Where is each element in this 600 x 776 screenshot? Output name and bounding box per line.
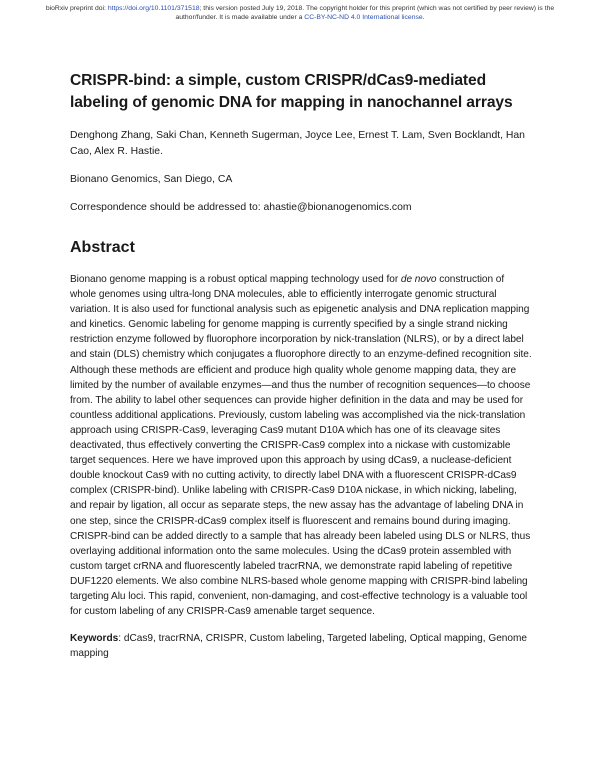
abstract-italic-term: de novo [400,274,437,285]
preprint-suffix: . [422,14,425,21]
keywords-list: : dCas9, tracrRNA, CRISPR, Custom labeling, Targeted labeling, Optical mapping, Genome mapping [70,633,528,660]
abstract-text [70,272,532,619]
author-list: Denghong Zhang, Saki Chan, Kenneth Sugerman, Joyce Lee, Ernest T. Lam, Sven Bocklandt, Han Cao, Alex R. Hastie. [70,130,525,157]
preprint-header [28,4,572,22]
correspondence: Correspondence should be addressed to: ahastie@bionanogenomics.com [70,202,412,213]
abstract-text-part-2: construction of whole genomes using ultra-long DNA molecules, able to efficiently interrogate genomic structural variation. It is also used for functional analysis such as epigenetic analysis and DNA replication mapping and kinetics. Genomic labeling for genome mapping is currently specified by a single strand nicking restriction enzyme followed by fluorophore incorporation by nick-translation (NLRS), or by a direct label and stain (DLS) chemistry which conjugates a fluorophore directly to an enzyme-defined recognition site. Although these methods are efficient and produce high quality whole genome mapping data, they are limited by the number of available enzymes—and thus the number of recognition sequences—to choose from. The ability to label other sequences can provide higher definition in the data and may be used for countless additional applications. Previously, custom labeling was accomplished via the nick-translation approach using CRISPR-Cas9, leveraging Cas9 mutant D10A which has one of its cleavage sites deactivated, thus effectively converting the CRISPR-Cas9 complex into a nickase with customizable target sequences. Here we have improved upon this approach by using dCas9, a nuclease-deficient double knockout Cas9 with no cutting activity, to directly label DNA with a fluorescent CRISPR-dCas9 complex (CRISPR-bind). Unlike labeling with CRISPR-Cas9 D10A nickase, in which nicking, labeling, and repair by ligation, all occur as separate steps, the new assay has the advantage of labeling DNA in one step, since the CRISPR-dCas9 complex itself is fluorescent and remains bound during imaging. CRISPR-bind can be added directly to a sample that has already been labeled using DLS or NLRS, thus overlaying additional information onto the same molecules. Using the dCas9 protein assembled with custom target crRNA and fluorescently labeled tracrRNA, we demonstrate rapid labeling of repetitive DUF1220 elements. We also combine NLRS-based whole genome mapping with CRISPR-bind labeling targeting Alu loci. This rapid, convenient, non-damaging, and cost-effective technology is a valuable tool for custom labeling of any CRISPR-Cas9 amenable target sequence. [70,274,532,618]
affiliation: Bionano Genomics, San Diego, CA [70,174,233,185]
abstract-text-part-1: Bionano genome mapping is a robust optical mapping technology used for [70,274,401,285]
abstract-heading: Abstract [70,239,135,256]
paper-body [70,70,532,661]
preprint-prefix: bioRxiv preprint doi: [45,5,108,12]
keywords [70,631,532,661]
keywords-label: Keywords [70,633,119,645]
paper-title: CRISPR-bind: a simple, custom CRISPR/dCas9-mediated labeling of genomic DNA for mapping in nanochannel arrays [70,72,513,111]
preprint-notice: ; this version posted July 19, 2018. The copyright holder for this preprint (which was not certified by peer review) is the author/funder. It is made available under a [175,5,555,21]
license-link[interactable]: CC-BY-NC-ND 4.0 International license [304,14,423,21]
doi-link[interactable]: https://doi.org/10.1101/371518 [107,5,200,12]
